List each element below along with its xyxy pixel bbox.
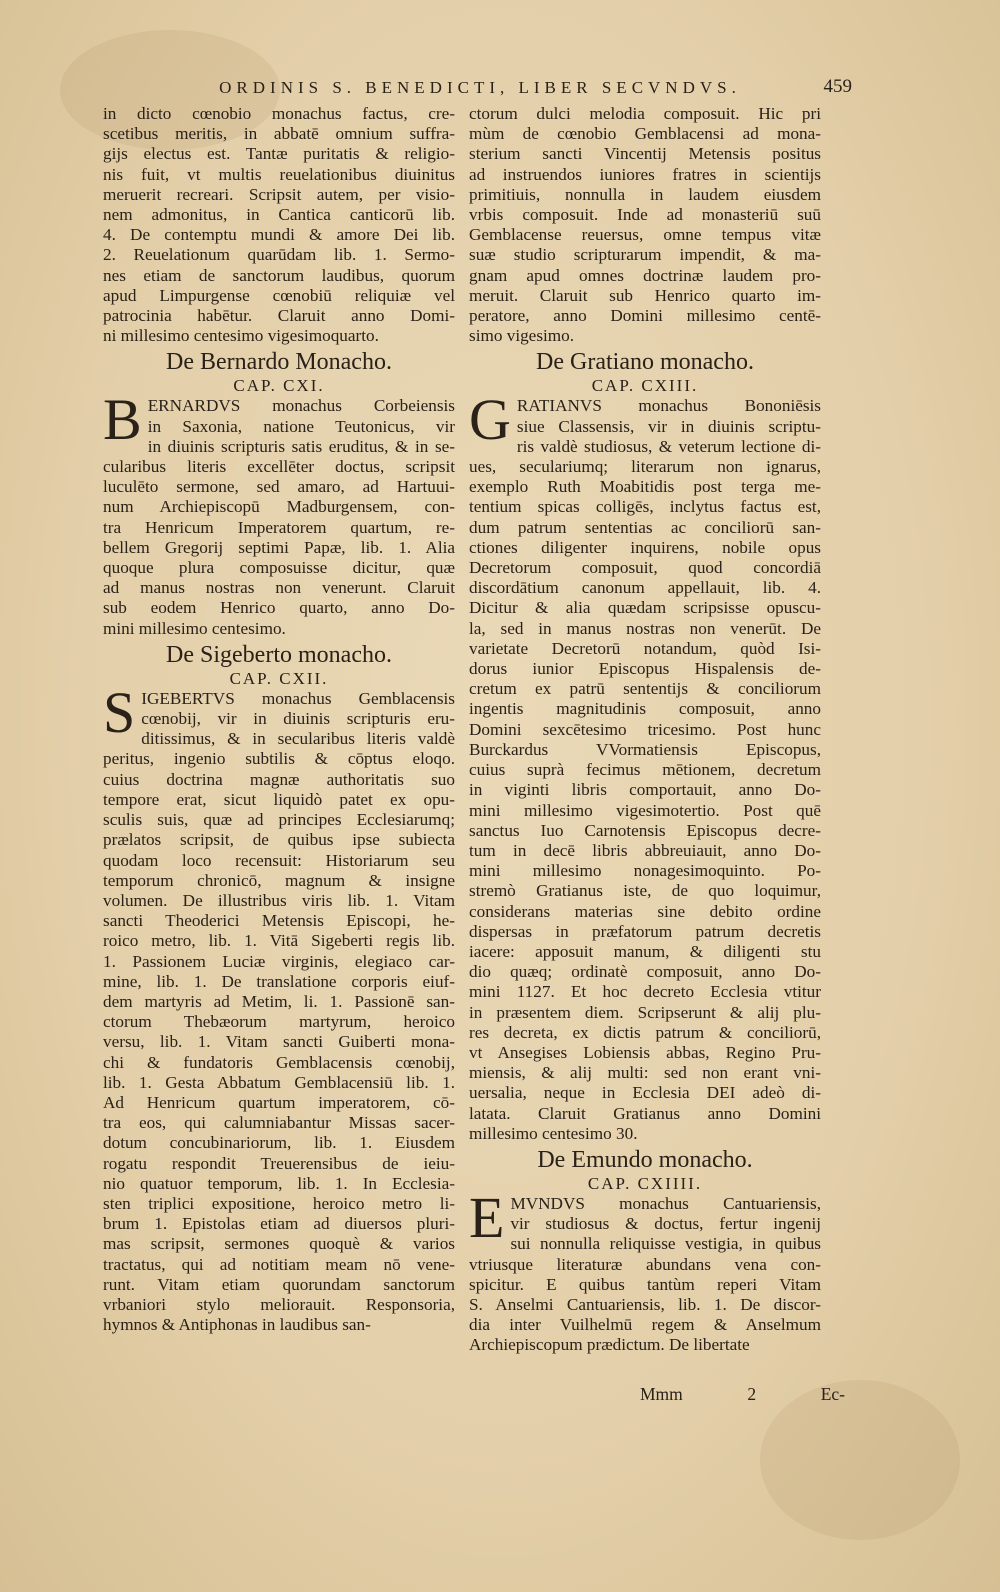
text-line: stremò Gratianus iste, de quo loquimur, <box>469 881 821 901</box>
text-line: luculēto sermone, sed amaro, ad Hartuui- <box>103 477 455 497</box>
text-line: iacere: apposuit manum, & diligenti stu <box>469 941 821 961</box>
text-line: ctiones diligenter inquirens, nobile opus <box>469 537 821 557</box>
text-line: sculis suis, quæ ad principes Ecclesiarumq; <box>103 810 455 830</box>
right-intro-text <box>469 104 821 346</box>
text-line: ctorum Thebæorum martyrum, heroico <box>103 1012 455 1032</box>
text-line: ERNARDVS monachus Corbeiensis <box>147 396 455 416</box>
text-line: mini millesimo vigesimotertio. Post quē <box>469 800 821 820</box>
text-line: apud Limpurgense cœnobiū reliquiæ vel <box>103 285 455 305</box>
text-line: in viginti libris comportauit, anno Do- <box>469 780 821 800</box>
text-line: hymnos & Antiphonas in laudibus san- <box>103 1315 371 1335</box>
text-line: cuius suprà fecimus mētionem, decretum <box>469 760 821 780</box>
text-line: nio quatuor temporum, lib. 1. In Ecclesia- <box>103 1173 455 1193</box>
chapter-number: CAP. CXI. <box>233 376 325 396</box>
text-line: exemplo Ruth Moabitidis post terga me- <box>469 477 821 497</box>
text-line: tentium spicas colligēs, inclytus factus est, <box>469 497 821 517</box>
text-line: temporum chronicō, magnum & insigne <box>103 870 455 890</box>
text-line: nis fuit, vt multis reuelationibus diuinitus <box>103 164 455 184</box>
text-line: in præsentem diem. Scripserunt & alij plu- <box>469 1002 821 1022</box>
drop-cap-letter: G <box>469 387 511 453</box>
text-line: quodam loco recensuit: Historiarum seu <box>103 850 455 870</box>
text-line: brum 1. Epistolas etiam ad diuersos pluri- <box>103 1214 455 1234</box>
text-line: meruit. Claruit sub Henrico quarto im- <box>469 285 821 305</box>
text-line: ad manus nostras non venerunt. Claruit <box>103 578 455 598</box>
text-line: mini millesimo nonagesimoquinto. Po- <box>469 861 821 881</box>
text-line: prælatos scripsit, de quibus ipse subiecta <box>103 830 455 850</box>
text-line: in dicto cœnobio monachus factus, cre- <box>103 104 455 123</box>
chapter-body <box>103 679 455 1336</box>
text-line: dem martyris ad Metim, li. 1. Passionē san- <box>103 991 455 1011</box>
drop-cap-letter: B <box>103 387 142 453</box>
chapter-body <box>469 1184 821 1356</box>
text-line: ctorum dulci melodia composuit. Hic pri <box>469 104 821 123</box>
text-line: sterium sancti Vincentij Metensis positus <box>469 144 821 164</box>
section-heading: De Gratiano monacho. <box>536 349 754 376</box>
section-heading: De Emundo monacho. <box>537 1146 753 1173</box>
chapter-number: CAP. CXIII. <box>591 376 699 396</box>
text-line: sui nonnulla reliquisse vestigia, in quibus <box>510 1234 821 1254</box>
text-line: cuius doctrina magnæ authoritatis suo <box>103 769 455 789</box>
text-line: Ad Henricum quartum imperatorem, cō- <box>103 1092 455 1112</box>
text-line: tra Henricum Imperatorem quartum, re- <box>103 517 455 537</box>
text-line: num Archiepiscopū Madburgensem, con- <box>103 497 455 517</box>
drop-cap-letter: S <box>103 679 136 745</box>
text-line: tra eos, qui calumniabantur Missas sacer- <box>103 1113 455 1133</box>
text-line: bellem Gregorij septimi Papæ, lib. 1. Alia <box>103 537 455 557</box>
signature-number: 2 <box>747 1384 757 1404</box>
text-line: mas scripsit, sermones quoquè & varios <box>103 1234 455 1254</box>
text-line: dia inter Vuilhelmū regem & Anselmum <box>469 1315 821 1335</box>
text-line: mini 1127. Et hoc decreto Ecclesia vtitur <box>469 982 821 1002</box>
text-line: simo vigesimo. <box>469 326 575 346</box>
text-line: sancti Theoderici Metensis Episcopi, he- <box>103 911 455 931</box>
chapter-number: CAP. CXII. <box>229 668 329 688</box>
section-heading: De Sigeberto monacho. <box>166 641 392 668</box>
text-line: ditissimus, & in secularibus literis valdè <box>141 729 455 749</box>
text-line: gijs electus est. Tantæ puritatis & religio- <box>103 144 455 164</box>
chapter-text <box>103 387 455 638</box>
text-line: suæ studio scripturarum impendit, & ma- <box>469 245 821 265</box>
text-line: latata. Claruit Gratianus anno Domini <box>469 1103 821 1123</box>
text-line: dio quæq; ordinatè composuit, anno Do- <box>469 962 821 982</box>
text-line: 4. De contemptu mundi & amore Dei lib. <box>103 225 455 245</box>
text-line: patrocinia habētur. Claruit anno Domi- <box>103 306 455 326</box>
page-footer <box>640 1384 845 1405</box>
catchword: Ec- <box>820 1384 845 1404</box>
text-line: S. Anselmi Cantuariensis, lib. 1. De discor- <box>469 1294 821 1314</box>
text-line: RATIANVS monachus Bononiēsis <box>516 396 821 416</box>
chapter-body <box>469 387 821 1144</box>
text-line: nem admonitus, in Cantica canticorū lib. <box>103 205 455 225</box>
text-line: Decretorum composuit, quod concordiā <box>469 558 821 578</box>
text-line: vrbis composuit. Inde ad monasteriū suū <box>469 205 821 225</box>
left-column <box>103 104 455 1335</box>
text-line: vrbaniori stylo meliorauit. Responsoria, <box>103 1294 455 1314</box>
section-heading: De Bernardo Monacho. <box>166 349 392 376</box>
text-line: cretum ex patrū sententijs & conciliorum <box>469 679 821 699</box>
signature-mark: Mmm <box>640 1384 683 1404</box>
text-line: tempore erat, sicut liquidò patet ex opu- <box>103 789 455 809</box>
text-line: uersalia, neque in Ecclesia DEI adeò di- <box>469 1083 821 1103</box>
text-line: lib. 1. Gesta Abbatum Gemblacensiū lib. 1. <box>103 1072 455 1092</box>
text-line: tum in decē libris abbreuiauit, anno Do- <box>469 840 821 860</box>
text-line: ris valdè studiosus, & veterum lectione di- <box>516 436 821 456</box>
text-line: quoque plura composuisse dicitur, quæ <box>103 558 455 578</box>
text-line: varietate Decretorū notandum, quòd Isi- <box>469 638 821 658</box>
text-line: dorus iunior Episcopus Hispalensis de- <box>469 659 821 679</box>
text-line: Gemblacense reuersus, omne tempus vitæ <box>469 225 821 245</box>
right-column <box>469 104 821 1356</box>
text-line: cularibus literis excellēter doctus, scripsit <box>103 457 455 477</box>
text-line: considerans materias sine debito ordine <box>469 901 821 921</box>
text-line: spicitur. E quibus tantùm reperi Vitam <box>469 1274 821 1294</box>
text-line: 2. Reuelationum quarūdam lib. 1. Sermo- <box>103 245 455 265</box>
page-number: 459 <box>823 76 852 97</box>
text-line: sanctus Iuo Carnotensis Episcopus decre- <box>469 820 821 840</box>
text-line: Burckardus VVormatiensis Episcopus, <box>469 739 821 759</box>
text-line: ni millesimo centesimo vigesimoquarto. <box>103 326 379 346</box>
text-line: vir studiosus & doctus, fertur ingenij <box>510 1214 821 1234</box>
text-line: peratore, anno Domini millesimo centē- <box>469 306 821 326</box>
text-line: runt. Vitam etiam quorundam sanctorum <box>103 1274 455 1294</box>
text-line: ues, seculariumq; literarum non ignarus, <box>469 457 821 477</box>
left-intro-text <box>103 104 455 346</box>
text-line: gnam apud omnes doctrinæ laudem pro- <box>469 265 821 285</box>
text-line: vtriusque literaturæ abundans vena con- <box>469 1254 821 1274</box>
text-line: ad instruendos iuniores fratres in scientijs <box>469 164 821 184</box>
chapter-text <box>103 679 455 1336</box>
text-line: mini millesimo centesimo. <box>103 618 286 638</box>
text-line: IGEBERTVS monachus Gemblacensis <box>141 688 455 708</box>
text-line: in diuinis scripturis satis eruditus, & in se- <box>147 436 455 456</box>
text-line: Dicitur & alia quædam scripsisse opuscu- <box>469 598 821 618</box>
text-line: nes etiam de sanctorum laudibus, quorum <box>103 265 455 285</box>
text-line: peritus, ingenio subtilis & cōptus eloqo. <box>103 749 455 769</box>
text-line: Archiepiscopum prædictum. De libertate <box>469 1335 750 1355</box>
text-line: Domini sexcētesimo tricesimo. Post hunc <box>469 719 821 739</box>
text-line: dispersas in præfatorum patrum decretis <box>469 921 821 941</box>
text-line: res decreta, ex dictis patrum & conciliorū, <box>469 1022 821 1042</box>
text-line: siue Classensis, vir in diuinis scriptu- <box>516 416 821 436</box>
text-line: dotum concubinariorum, lib. 1. Eiusdem <box>103 1133 455 1153</box>
text-line: sub eodem Henrico quarto, anno Do- <box>103 598 455 618</box>
text-line: mine, lib. 1. De translatione corporis eiuf- <box>103 971 455 991</box>
text-line: meruerit recreari. Scripsit autem, per visio- <box>103 184 455 204</box>
text-line: cœnobij, vir in diuinis scripturis eru- <box>141 709 455 729</box>
text-line: la, sed in manus nostras non venerūt. De <box>469 618 821 638</box>
chapter-text <box>469 1184 821 1356</box>
chapter-body <box>103 387 455 638</box>
text-line: versu, lib. 1. Vitam sancti Guiberti mona- <box>103 1032 455 1052</box>
text-line: scetibus meritis, in abbatē omnium suffra- <box>103 124 455 144</box>
drop-cap-letter: E <box>469 1184 505 1250</box>
text-line: sten triplici expositione, heroico metro li- <box>103 1193 455 1213</box>
text-line: millesimo centesimo 30. <box>469 1123 638 1143</box>
text-line: miensis, & alij multi: sed non erant vni- <box>469 1063 821 1083</box>
text-line: rogatu respondit Treuerensibus de ieiu- <box>103 1153 455 1173</box>
text-line: in Saxonia, natione Teutonicus, vir <box>147 416 455 436</box>
text-line: MVNDVS monachus Cantuariensis, <box>510 1193 821 1213</box>
text-line: primitiuis, nonnulla in laudem eiusdem <box>469 184 821 204</box>
text-line: vt Ansegises Lobiensis abbas, Regino Pru- <box>469 1042 821 1062</box>
text-line: dum patrum sententias ac conciliorū san- <box>469 517 821 537</box>
chapter-number: CAP. CXIIII. <box>587 1173 703 1193</box>
text-line: roico metro, lib. 1. Vitā Sigeberti regis lib. <box>103 931 455 951</box>
text-line: discordātium canonum appellauit, lib. 4. <box>469 578 821 598</box>
text-line: 1. Passionem Luciæ virginis, elegiaco car- <box>103 951 455 971</box>
chapter-text <box>469 387 821 1144</box>
text-line: tractatus, qui ad notitiam meam nō vene- <box>103 1254 455 1274</box>
text-line: volumen. De illustribus viris lib. 1. Vitam <box>103 890 455 910</box>
text-line: mùm de cœnobio Gemblacensi ad mona- <box>469 124 821 144</box>
text-line: ingentis magnitudinis composuit, anno <box>469 699 821 719</box>
running-head: ORDINIS S. BENEDICTI, LIBER SECVNDVS. <box>219 78 741 97</box>
text-line: chi & fundatoris Gemblacensis cœnobij, <box>103 1052 455 1072</box>
